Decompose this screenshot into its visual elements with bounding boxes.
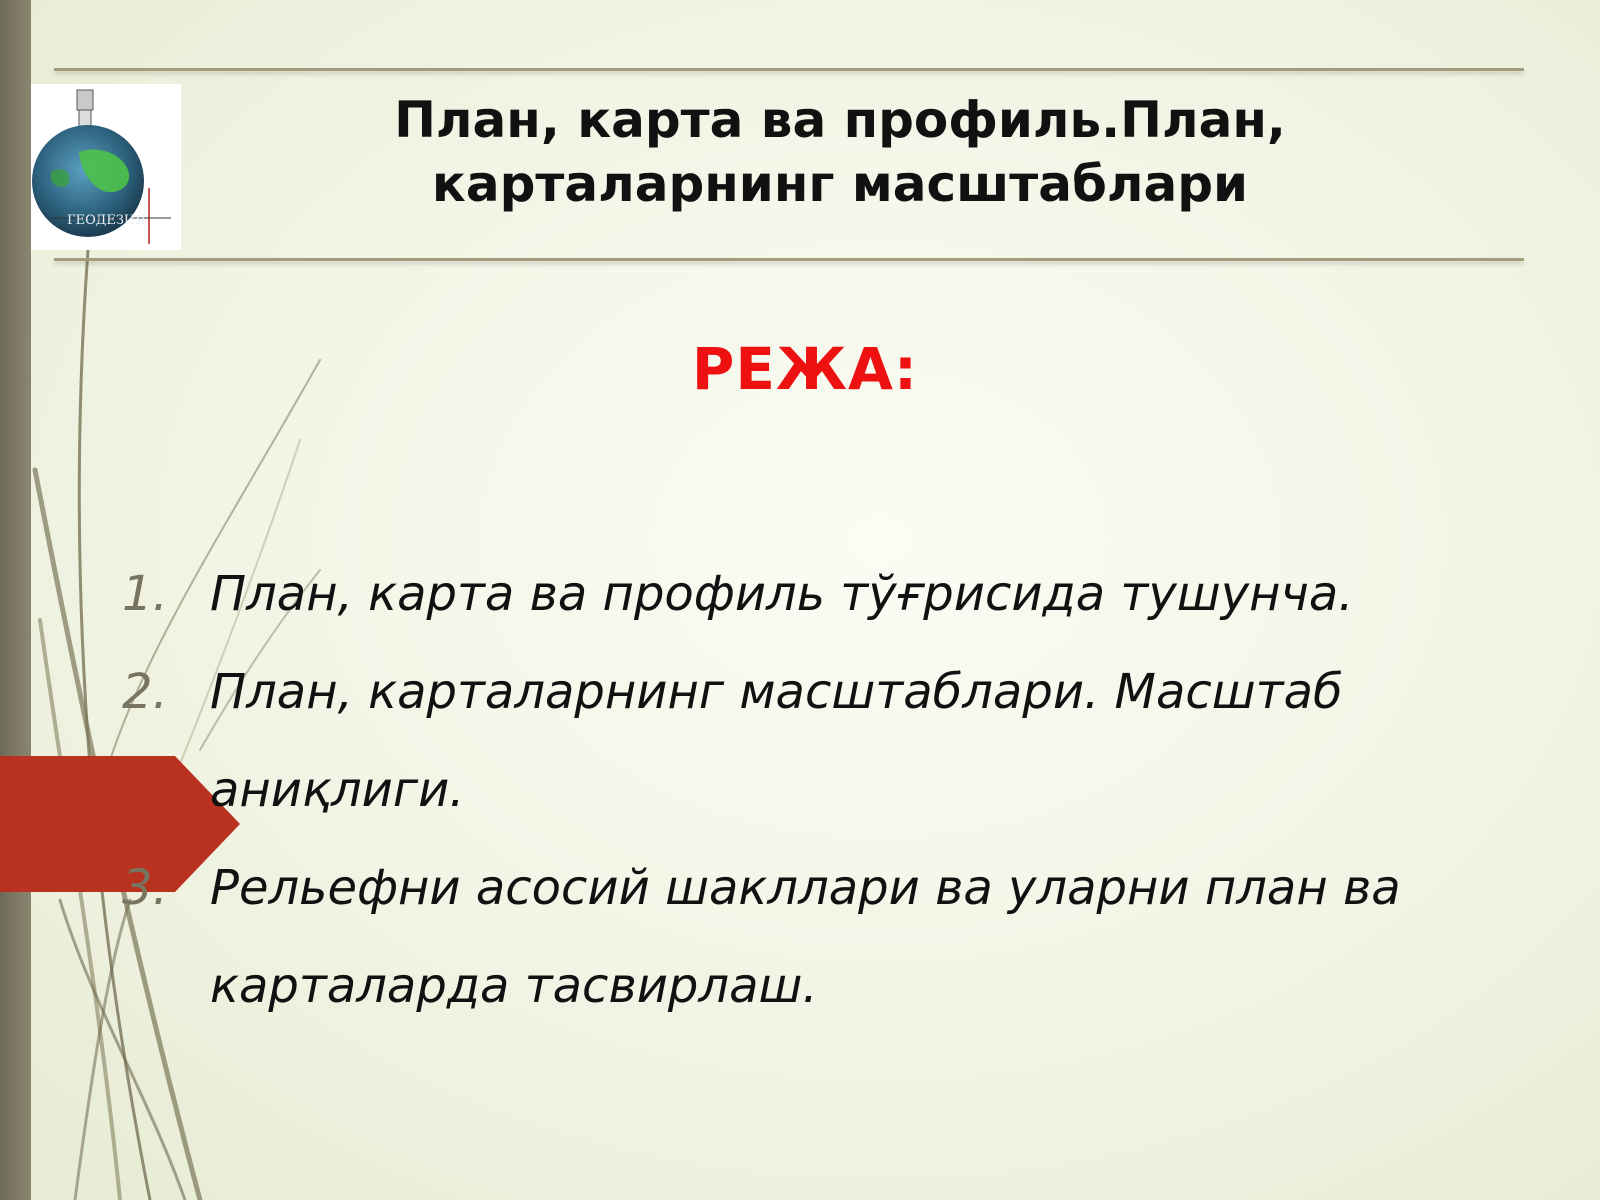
title-bottom-rule — [54, 258, 1524, 261]
list-item-text: План, карта ва профиль тўғрисида тушунча. — [210, 566, 1354, 622]
list-number: 3. — [122, 860, 168, 916]
plan-item-2 — [110, 643, 1490, 839]
list-item-text: План, карталарнинг масштаблари. Масштаб аниқлиги. — [210, 664, 1343, 818]
plan-list — [110, 545, 1490, 1035]
plan-item-1 — [110, 545, 1490, 643]
slide-title: План, карта ва профиль.План, карталарнинг масштаблари — [394, 91, 1286, 213]
geodesy-logo — [31, 84, 181, 250]
list-number: 2. — [122, 664, 168, 720]
globe-theodolite-icon — [31, 84, 181, 250]
list-number: 1. — [122, 566, 168, 622]
plan-item-3 — [110, 839, 1490, 1035]
svg-text:ГЕОДЕЗИЯ: ГЕОДЕЗИЯ — [67, 213, 146, 228]
list-item-text: Рельефни асосий шакллари ва уларни план ва карталарда тасвирлаш. — [210, 860, 1401, 1014]
plan-heading: РЕЖА: — [691, 335, 919, 403]
left-accent-bar — [0, 0, 31, 1200]
title-top-rule — [54, 68, 1524, 71]
